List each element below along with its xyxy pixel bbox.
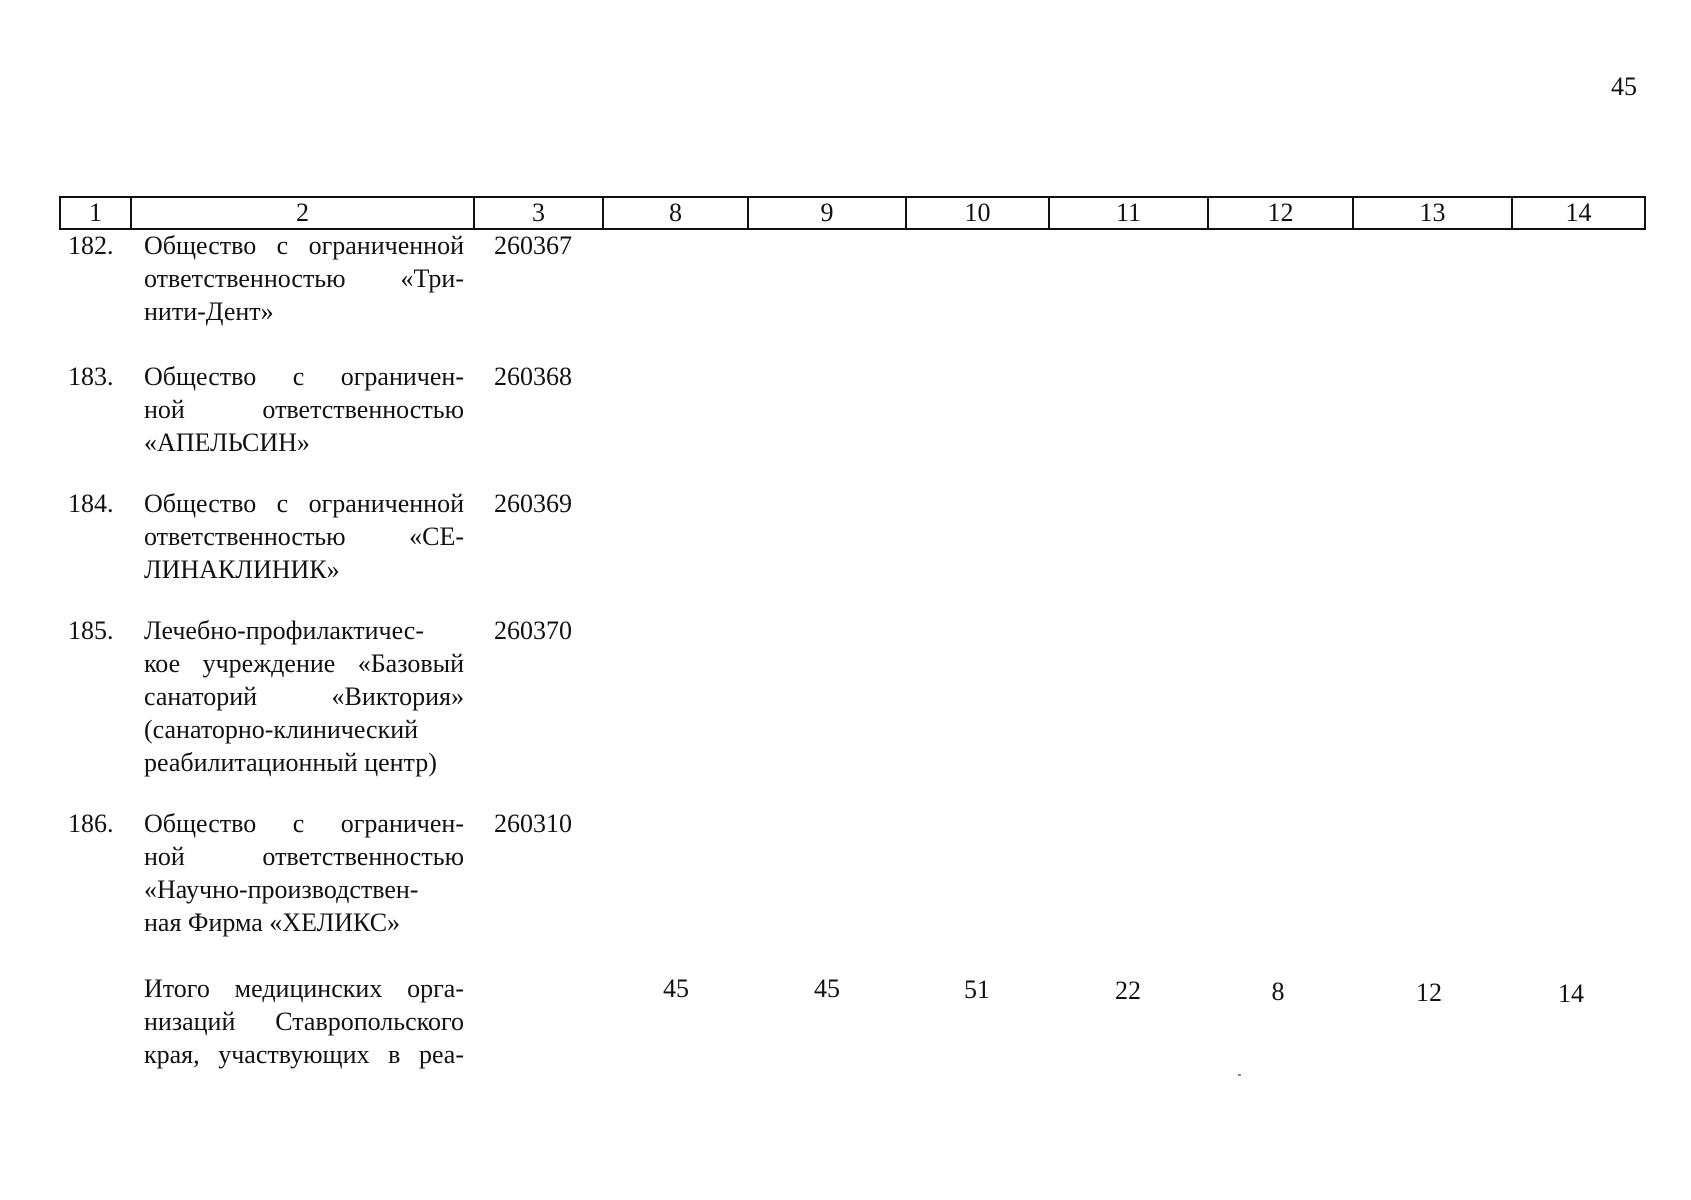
row-number: 186. <box>68 809 114 838</box>
organization-name <box>144 360 464 459</box>
total-value-col-10: 51 <box>964 975 990 1004</box>
scan-speck <box>1238 1074 1241 1076</box>
organization-name-line: санаторий «Виктория» <box>144 682 464 711</box>
header-cell-col-13: 13 <box>1353 197 1512 229</box>
organization-code: 260310 <box>494 809 572 838</box>
header-cell-col-2: 2 <box>131 197 474 229</box>
total-value-col-12: 8 <box>1271 977 1285 1006</box>
total-label-line: Итого медицинских орга- <box>144 974 464 1003</box>
organization-name-line: кое учреждение «Базовый <box>144 649 464 678</box>
total-values <box>0 972 1691 1012</box>
header-cell-col-3: 3 <box>474 197 603 229</box>
organization-name-line: ная Фирма «ХЕЛИКС» <box>144 908 401 937</box>
page-number: 45 <box>1611 72 1637 101</box>
organization-name-line: Общество с ограничен- <box>144 362 464 391</box>
row-number: 185. <box>68 616 114 645</box>
organization-code: 260370 <box>494 616 572 645</box>
header-cell-col-14: 14 <box>1512 197 1645 229</box>
organization-code: 260369 <box>494 489 572 518</box>
row-number: 184. <box>68 489 114 518</box>
total-value-col-14: 14 <box>1558 979 1584 1008</box>
organization-name <box>144 614 464 779</box>
total-value-col-11: 22 <box>1115 976 1141 1005</box>
total-value-col-9: 45 <box>814 974 840 1003</box>
organization-name <box>144 487 464 586</box>
organization-name <box>144 807 464 939</box>
organization-name-line: «Научно-производствен- <box>144 875 419 904</box>
organization-name-line: нити-Дент» <box>144 297 274 326</box>
organization-name <box>144 229 464 328</box>
header-row <box>60 197 1645 229</box>
organization-code: 260368 <box>494 362 572 391</box>
organization-name-line: Лечебно-профилактичес- <box>144 616 424 645</box>
header-cell-col-11: 11 <box>1049 197 1208 229</box>
organization-name-line: реабилитационный центр) <box>144 748 437 777</box>
total-label-line: низаций Ставропольского <box>144 1007 464 1036</box>
row-number: 182. <box>68 231 114 260</box>
total-value-col-8: 45 <box>663 974 689 1003</box>
organization-name-line: Общество с ограниченной <box>144 489 464 518</box>
organization-name-line: ной ответственностью <box>144 395 464 424</box>
organization-name-line: Общество с ограниченной <box>144 231 464 260</box>
organization-name-line: «АПЕЛЬСИН» <box>144 428 310 457</box>
organization-name-line: ЛИНАКЛИНИК» <box>144 555 340 584</box>
organization-name-line: ответственностью «Три- <box>144 264 464 293</box>
organization-name-line: (санаторно-клинический <box>144 715 419 744</box>
header-cell-col-12: 12 <box>1208 197 1353 229</box>
column-number-header <box>59 196 1646 230</box>
organization-name-line: Общество с ограничен- <box>144 809 464 838</box>
organization-name-line: ной ответственностью <box>144 842 464 871</box>
header-cell-col-1: 1 <box>60 197 131 229</box>
header-cell-col-10: 10 <box>906 197 1049 229</box>
row-number: 183. <box>68 362 114 391</box>
organization-name-line: ответственностью «СЕ- <box>144 522 464 551</box>
organization-code: 260367 <box>494 231 572 260</box>
total-label-line: края, участвующих в реа- <box>144 1040 464 1069</box>
header-cell-col-9: 9 <box>748 197 906 229</box>
total-value-col-13: 12 <box>1416 978 1442 1007</box>
header-cell-col-8: 8 <box>603 197 748 229</box>
